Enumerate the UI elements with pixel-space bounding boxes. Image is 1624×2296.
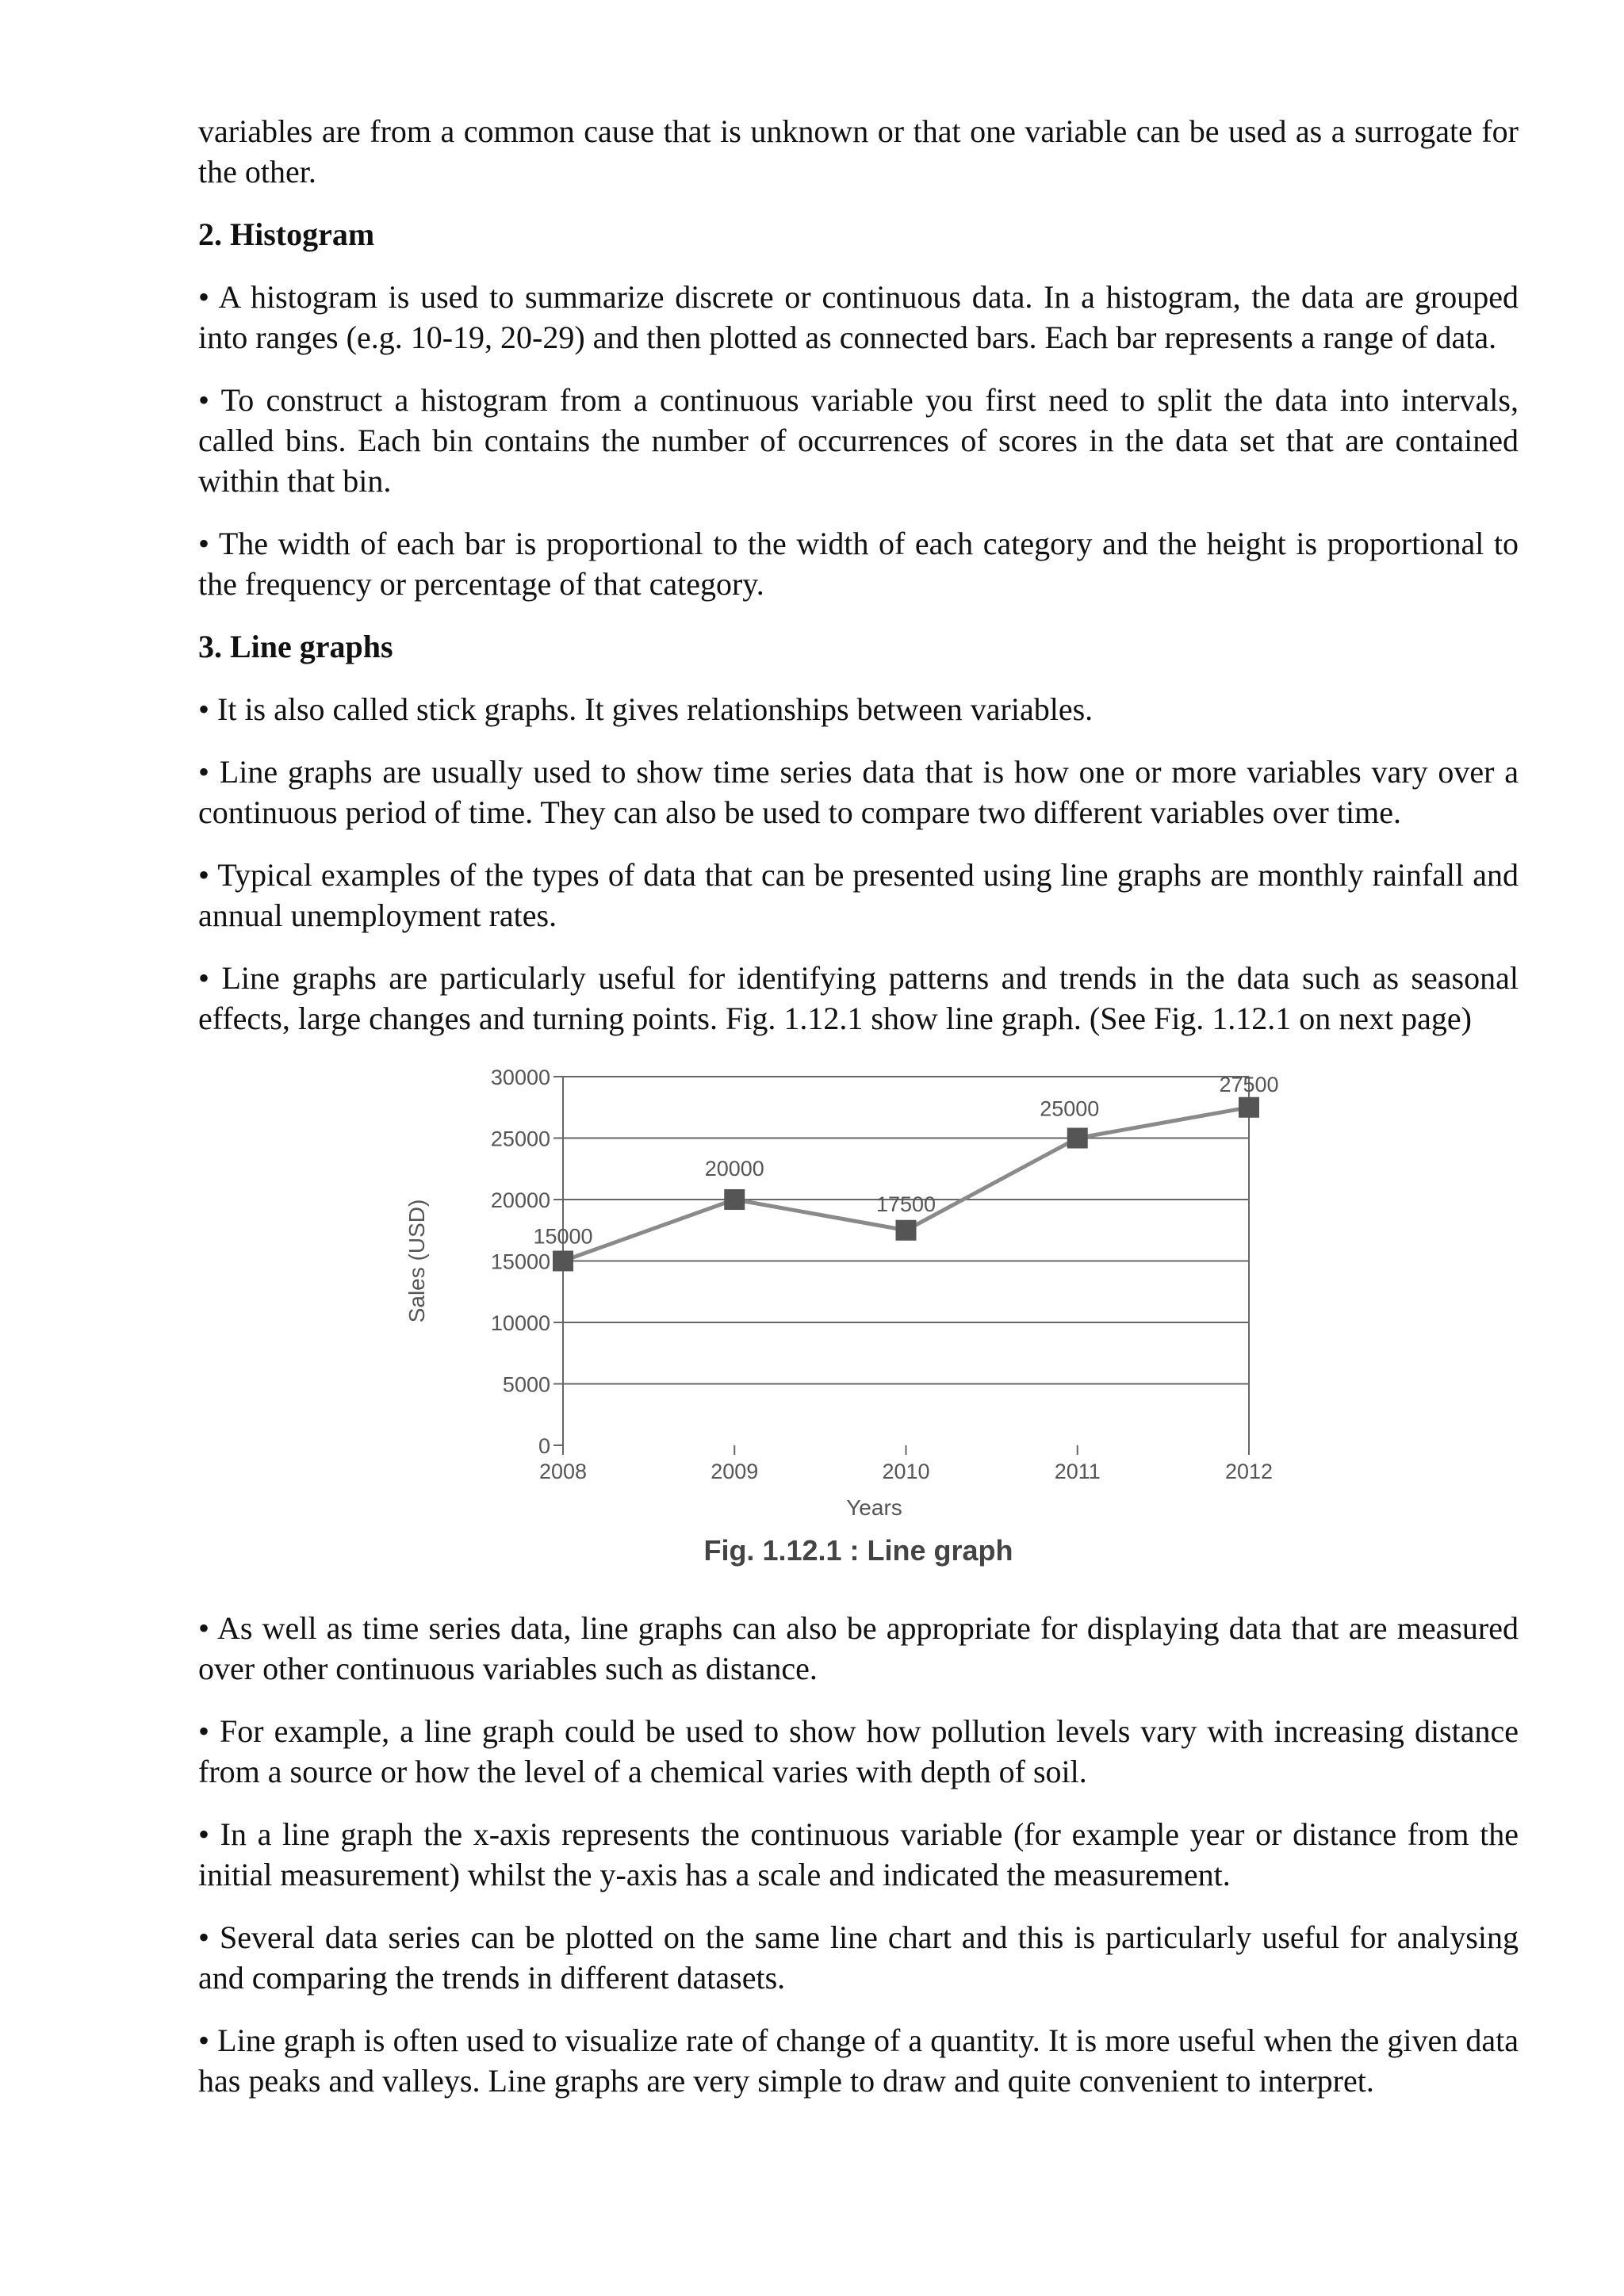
heading-line-graphs: 3. Line graphs bbox=[198, 629, 393, 664]
line-bullet-1: • It is also called stick graphs. It gives relationships between variables. bbox=[198, 691, 1094, 727]
y-tick-label-5000: 5000 bbox=[502, 1372, 550, 1397]
x-tick-label-2011: 2011 bbox=[1054, 1460, 1101, 1483]
line-graph-chart bbox=[198, 1061, 1519, 1529]
data-point-2008 bbox=[553, 1251, 573, 1272]
line-bullet-2: • Line graphs are usually used to show time series data that is how one or more variables vary over a continuous period of time. They can also be used to compare two different variables over time. bbox=[198, 754, 1519, 830]
bottom-bullet-1: • As well as time series data, line graphs can also be appropriate for displaying data that are measured over other continuous variables such as distance. bbox=[198, 1610, 1519, 1686]
histogram-bullet-1: • A histogram is used to summarize discrete or continuous data. In a histogram, the data are grouped into ranges (e.g. 10-19, 20-29) and then plotted as connected bars. Each bar represents a range of data. bbox=[198, 279, 1519, 355]
bottom-bullet-2: • For example, a line graph could be used to show how pollution levels vary with increasing distance from a source or how the level of a chemical varies with depth of soil. bbox=[198, 1713, 1519, 1789]
x-tick-label-2010: 2010 bbox=[882, 1460, 930, 1483]
figure-caption: Fig. 1.12.1 : Line graph bbox=[703, 1534, 1013, 1567]
line-bullet-4: • Line graphs are particularly useful for identifying patterns and trends in the data such as seasonal effects, large changes and turning points. Fig. 1.12.1 show line graph. (See Fig. 1.12.1 on next page) bbox=[198, 960, 1519, 1036]
y-tick-label-10000: 10000 bbox=[490, 1311, 550, 1335]
x-axis-label: Years bbox=[846, 1495, 902, 1520]
y-axis-label: Sales (USD) bbox=[404, 1199, 429, 1323]
data-label-2010: 17500 bbox=[875, 1192, 936, 1216]
y-tick-label-20000: 20000 bbox=[490, 1188, 550, 1212]
data-point-2012 bbox=[1239, 1097, 1259, 1118]
y-tick-label-25000: 25000 bbox=[490, 1127, 550, 1151]
x-tick-label-2008: 2008 bbox=[538, 1460, 588, 1483]
line-graph-figure bbox=[198, 1061, 1519, 1576]
paragraph-intro: variables are from a common cause that is unknown or that one variable can be used as a surrogate for the other. bbox=[198, 113, 1519, 189]
data-point-2010 bbox=[896, 1220, 917, 1241]
x-tick-label-2012: 2012 bbox=[1224, 1460, 1274, 1483]
bottom-bullet-4: • Several data series can be plotted on the same line chart and this is particularly useful for analysing and comparing the trends in different datasets. bbox=[198, 1919, 1519, 1996]
data-label-2011: 25000 bbox=[1040, 1096, 1100, 1121]
data-point-2011 bbox=[1067, 1128, 1088, 1149]
data-point-2009 bbox=[724, 1189, 745, 1210]
y-tick-label-15000: 15000 bbox=[490, 1249, 550, 1274]
data-label-2008: 15000 bbox=[533, 1224, 593, 1249]
document-page bbox=[198, 111, 1519, 2123]
bottom-bullet-3: • In a line graph the x-axis represents the continuous variable (for example year or distance from the initial measurement) whilst the y-axis has a scale and indicated the measurement. bbox=[198, 1816, 1519, 1892]
y-tick-label-0: 0 bbox=[538, 1434, 550, 1458]
heading-histogram: 2. Histogram bbox=[198, 216, 375, 252]
x-tick-label-2009: 2009 bbox=[710, 1460, 759, 1483]
y-tick-label-30000: 30000 bbox=[490, 1066, 550, 1089]
histogram-bullet-3: • The width of each bar is proportional to the width of each category and the height is proportional to the frequency or percentage of that category. bbox=[198, 526, 1519, 602]
histogram-bullet-2: • To construct a histogram from a continuous variable you first need to split the data into intervals, called bins. Each bin contains the number of occurrences of scores in the data set that are contained within that bin. bbox=[198, 382, 1519, 499]
data-label-2012: 27500 bbox=[1219, 1072, 1279, 1096]
data-label-2009: 20000 bbox=[704, 1157, 764, 1181]
line-bullet-3: • Typical examples of the types of data that can be presented using line graphs are monthly rainfall and annual unemployment rates. bbox=[198, 857, 1519, 933]
bottom-bullet-5: • Line graph is often used to visualize rate of change of a quantity. It is more useful when the given data has peaks and valleys. Line graphs are very simple to draw and quite convenient to interpret. bbox=[198, 2022, 1519, 2099]
